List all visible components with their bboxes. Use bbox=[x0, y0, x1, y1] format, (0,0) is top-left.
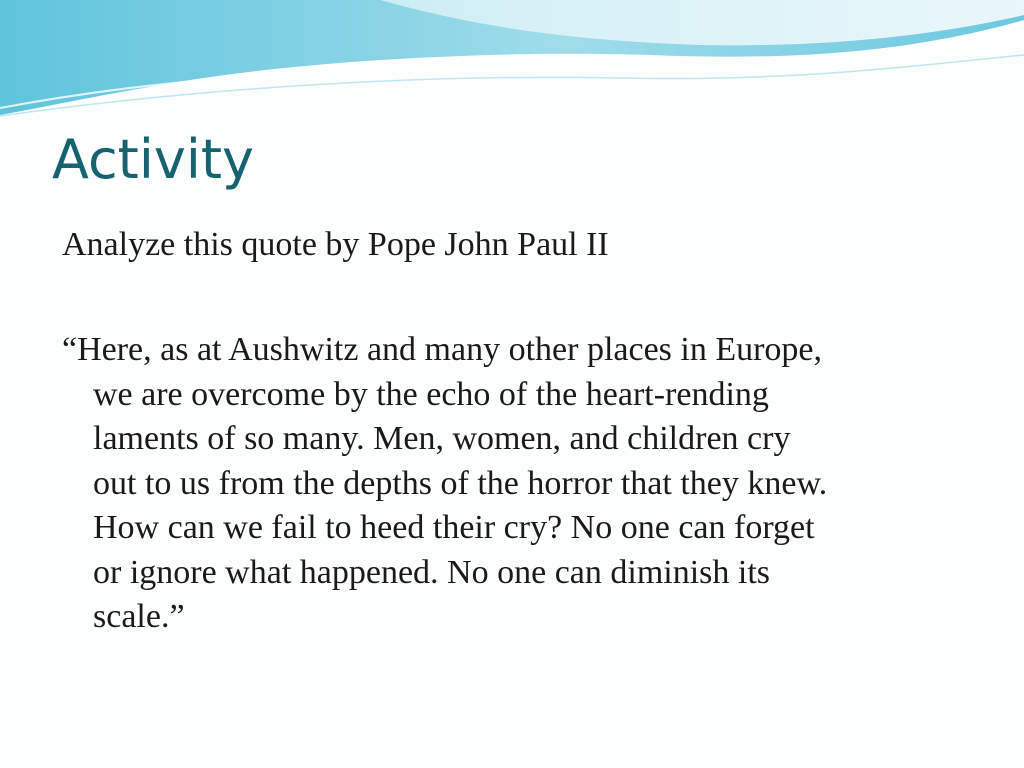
slide-title: Activity bbox=[52, 128, 254, 191]
header-wave-decoration bbox=[0, 0, 1024, 120]
quote-text: “Here, as at Aushwitz and many other places in Europe, we are overcome by the echo of the heart-rending laments of so many. Men, women, and children cry out to us from the depths of the horror that they knew. How can we fail to heed their cry? No one can forget or ignore what happened. No one can diminish its scale.” bbox=[62, 331, 828, 635]
slide-body bbox=[62, 222, 962, 640]
intro-text: Analyze this quote by Pope John Paul II bbox=[62, 226, 609, 263]
